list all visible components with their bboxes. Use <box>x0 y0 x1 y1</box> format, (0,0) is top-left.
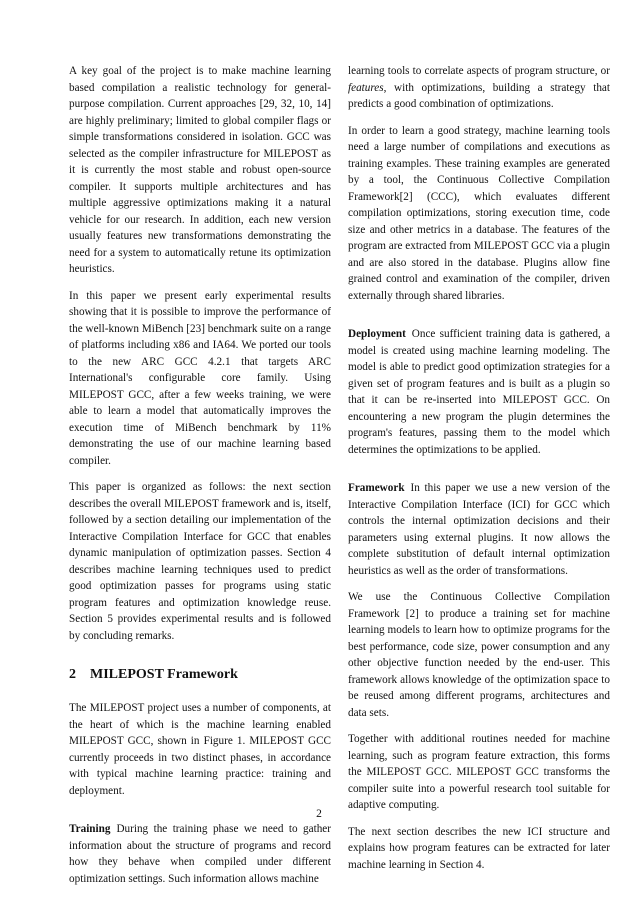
milepost-gcc-paragraph: Together with additional routines needed for machine learning, such as program feature extraction, this forms the MILEPOST GCC. MILEPOST GCC transforms the compiler suite into a powerful research tool suitable for adaptive computing. <box>348 733 610 811</box>
next-section-paragraph: The next section describes the new ICI structure and explains how program features can be extracted for later machine learning in Section 4. <box>348 825 610 871</box>
framework-paragraph <box>348 480 610 579</box>
deployment-heading: Deployment <box>348 328 406 340</box>
ccc-paragraph: We use the Continuous Collective Compilation Framework [2] to produce a training set for machine learning models to learn how to optimize programs for the best performance, code size, power consumption and any other objective function needed by the end-user. This framework allows knowledge of the optimization space to be reused among different programs, architectures and data sets. <box>348 591 610 719</box>
intro-paragraph-organization: This paper is organized as follows: the next section describes the overall MILEPOST framework and is, itself, followed by a section detailing our implementation of the Interactive Compilation Interface for GCC that enables dynamic manipulation of optimization passes. Section 4 describes machine learning techniques used to predict good optimization passes for programs using static program features and optimization knowledge reuse. Section 5 provides experimental results and is followed by concluding remarks. <box>69 481 331 642</box>
framework-heading: Framework <box>348 482 405 494</box>
features-text-a: learning tools to correlate aspects of program structure, or <box>348 65 610 77</box>
right-column <box>348 63 610 883</box>
features-text-b: , with optimizations, building a strategy that predicts a good combination of optimizations. <box>348 81 610 110</box>
section-number: 2 <box>69 667 76 682</box>
features-emphasis: features <box>348 81 384 94</box>
training-examples-paragraph: In order to learn a good strategy, machine learning tools need a large number of compilations and executions as training examples. These training examples are generated by a tool, the Continuous Collective Compilation Framework[2] (CCC), which evaluates different compilation optimizations, storing execution time, code size and other metrics in a database. The features of the program are extracted from MILEPOST GCC via a plugin and are also stored in the database. Plugins allow fine grained control and examination of the compiler, driven externally through shared libraries. <box>348 124 610 302</box>
intro-paragraph-results: In this paper we present early experimental results showing that it is possible to improve the performance of the well-known MiBench [23] benchmark suite on a range of platforms including x86 and IA64. We ported our tools to the new ARC GCC 4.2.1 that targets ARC International's configurable core family. Using MILEPOST GCC, after a few weeks training, we were able to learn a model that automatically improves the execution time of MiBench benchmark by 11% demonstrating the use of our machine learning based compiler. <box>69 289 331 467</box>
page-number: 2 <box>316 808 322 820</box>
features-paragraph <box>348 63 610 113</box>
framework-text: In this paper we use a new version of the Interactive Compilation Interface (ICI) for GCC which controls the internal optimization decisions and their parameters using external plugins. It now allows the complete substitution of default internal optimization heuristics as well as the order of transformations. <box>348 482 610 577</box>
deployment-paragraph <box>348 326 610 458</box>
section-heading <box>69 666 331 684</box>
training-paragraph <box>69 821 331 887</box>
deployment-text: Once sufficient training data is gathered, a model is created using machine learning modeling. The model is able to predict good optimization strategies for a given set of program features and is built as a plugin so that it can be re-inserted into MILEPOST GCC. On encountering a new program the plugin determines the program's features, passing them to the model which determines the optimizations to be applied. <box>348 328 610 456</box>
training-text: During the training phase we need to gather information about the structure of programs and record how they behave when compiled under different optimization settings. Such information allows machine <box>69 823 331 885</box>
framework-overview-paragraph: The MILEPOST project uses a number of components, at the heart of which is the machine learning enabled MILEPOST GCC, shown in Figure 1. MILEPOST GCC currently proceeds in two distinct phases, in accordance with typical machine learning practice: training and deployment. <box>69 702 331 797</box>
training-heading: Training <box>69 823 111 835</box>
intro-paragraph-goal: A key goal of the project is to make machine learning based compilation a realistic technology for general-purpose compilation. Current approaches [29, 32, 10, 14] are highly preliminary; limited to global compiler flags or simple transformations considered in isolation. GCC was selected as the compiler infrastructure for MILEPOST as it is currently the most stable and robust open-source compiler. It supports multiple architectures and has multiple aggressive optimizations making it a natural vehicle for our research. In addition, each new version usually features new transformations demonstrating the need for a system to automatically retune its optimization heuristics. <box>69 65 331 275</box>
left-column <box>69 63 331 897</box>
section-title: MILEPOST Framework <box>90 667 238 682</box>
